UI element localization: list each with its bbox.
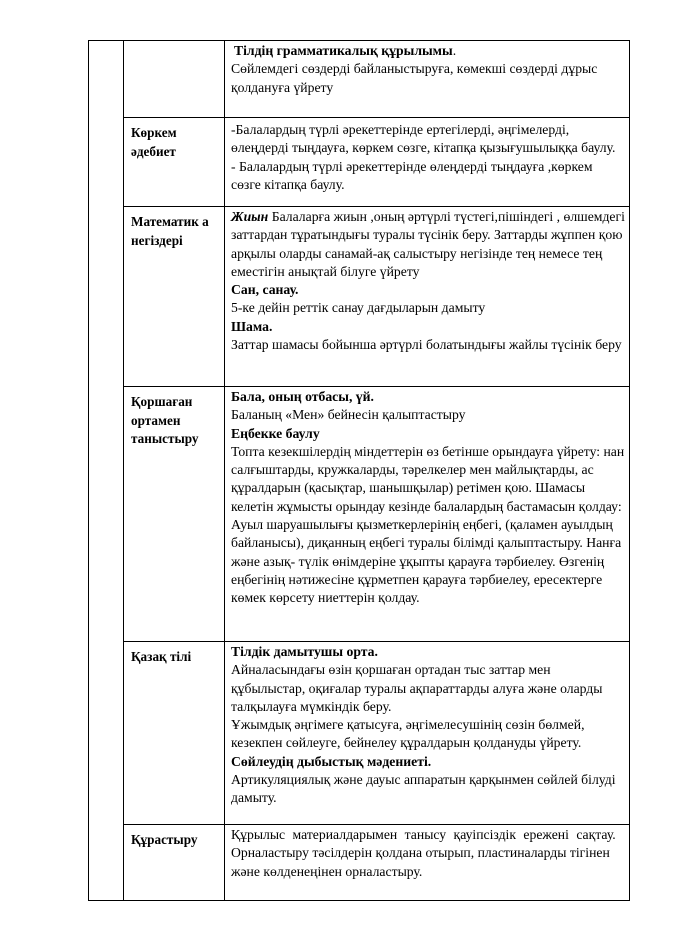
content-line: - Балалардың түрлі әрекеттерінде өлеңдерді тыңдауға ,көркем сөзге кітапқа баулу. xyxy=(231,158,593,192)
table-row xyxy=(89,642,630,825)
content-line: -Балалардың түрлі әрекеттерінде ертегілерді, әңгімелерді, өлеңдерді тыңдауға, көркем сөзге, кітапқа қызығушылыққа баулу. xyxy=(231,122,616,156)
content-line: Заттар шамасы бойынша әртүрлі болатындығы жайлы түсінік беру xyxy=(231,337,622,353)
content-cell xyxy=(225,207,630,387)
section-heading: Тілдік дамытушы орта. xyxy=(231,644,378,659)
content-cell xyxy=(225,825,630,901)
content-line: Орналастыру тәсілдерін қолдана отырып, пластиналарды тігінен және көлденеңінен орналастыру. xyxy=(231,845,610,879)
content-line: Баланың «Мен» бейнесін қалыптастыру xyxy=(231,407,466,423)
content-cell xyxy=(225,41,630,118)
subject-cell: Құрастыру xyxy=(124,825,225,901)
content-line: 5-ке дейін реттік санау дағдыларын дамыту xyxy=(231,300,486,316)
content-line: Артикуляциялық және дауыс аппаратын қарқынмен сөйлей білуді дамыту. xyxy=(231,772,616,806)
subject-cell: Қоршаған ортамен таныстыру xyxy=(124,387,225,642)
subject-cell: Көркем әдебиет xyxy=(124,118,225,207)
heading-period: . xyxy=(452,43,457,58)
table-row xyxy=(89,387,630,642)
content-line: Ұжымдық әңгімеге қатысуға, әңгімелесушінің сөзін бөлмей, кезекпен сөйлеуге, бейнелеу құралдарын қолдануды үйрету. xyxy=(231,717,585,751)
table-row xyxy=(89,118,630,207)
index-column-cell xyxy=(89,41,124,901)
subject-cell: Қазақ тілі xyxy=(124,642,225,825)
table-row xyxy=(89,207,630,387)
section-heading: Сан, санау. xyxy=(231,282,299,298)
content-line: Ауыл шаруашылығы қызметкерлерінің еңбегі, (қаламен ауылдың байланысы), диқанның еңбегі туралы білімді қалыптастыру. Нанға және азық- түлік өнімдеріне ұқыпты қарауға тәрбиелеу. Өзгенің еңбегінің нәтижесіне құрметпен қарауға тәрбиелеу, ересектерге көмек көрсету ниеттерін қолдау. xyxy=(231,517,622,606)
section-heading: Бала, оның отбасы, үй. xyxy=(231,389,374,404)
lead-text: Балаларға жиын ,оның әртүрлі түстегі,пішіндегі , өлшемдегі заттардан тұратындығы туралы түсінік беру. Заттарды жұппен қою арқылы оларды санамай-ақ салыстыру негізінде тең немесе тең еместігін анықтай білуге үйрету xyxy=(231,209,625,279)
content-cell xyxy=(225,387,630,642)
lead-term: Жиын xyxy=(231,209,269,224)
content-line: Айналасындағы өзін қоршаған ортадан тыс заттар мен құбылыстар, оқиғалар туралы ақпараттарды алуға және оларды талқылауға мүмкіндік беру. xyxy=(231,662,603,714)
content-cell xyxy=(225,642,630,825)
content-line: Құрылыс материалдарымен танысу қауіпсіздік ережені сақтау. xyxy=(231,827,616,842)
section-heading: Еңбекке баулу xyxy=(231,425,320,441)
content-line xyxy=(231,42,625,60)
section-heading: Тілдің грамматикалық құрылымы xyxy=(234,43,453,58)
content-line: Топта кезекшілердің міндеттерін өз бетінше орындауға үйрету: нан салғыштарды, кружкаларды, тәрелкелер мен майлықтарды, ас құралдарын (қасықтар, шанышқылар) ретімен қою. Шамасы келетін жұмысты орындау кезінде балалардың бастамасын қолдау: xyxy=(231,443,625,514)
section-heading: Сөйлеудің дыбыстық мәдениеті. xyxy=(231,753,432,769)
content-cell xyxy=(225,118,630,207)
lesson-plan-table xyxy=(88,40,630,901)
table-row xyxy=(89,41,630,118)
table-row xyxy=(89,825,630,901)
content-line xyxy=(231,208,625,281)
document-page xyxy=(88,40,629,903)
subject-cell: Математик а негіздері xyxy=(124,207,225,387)
content-line: Сөйлемдегі сөздерді байланыстыруға, көмекші сөздерді дұрыс қолдануға үйрету xyxy=(231,61,598,95)
section-heading: Шама. xyxy=(231,318,273,334)
subject-cell xyxy=(124,41,225,118)
